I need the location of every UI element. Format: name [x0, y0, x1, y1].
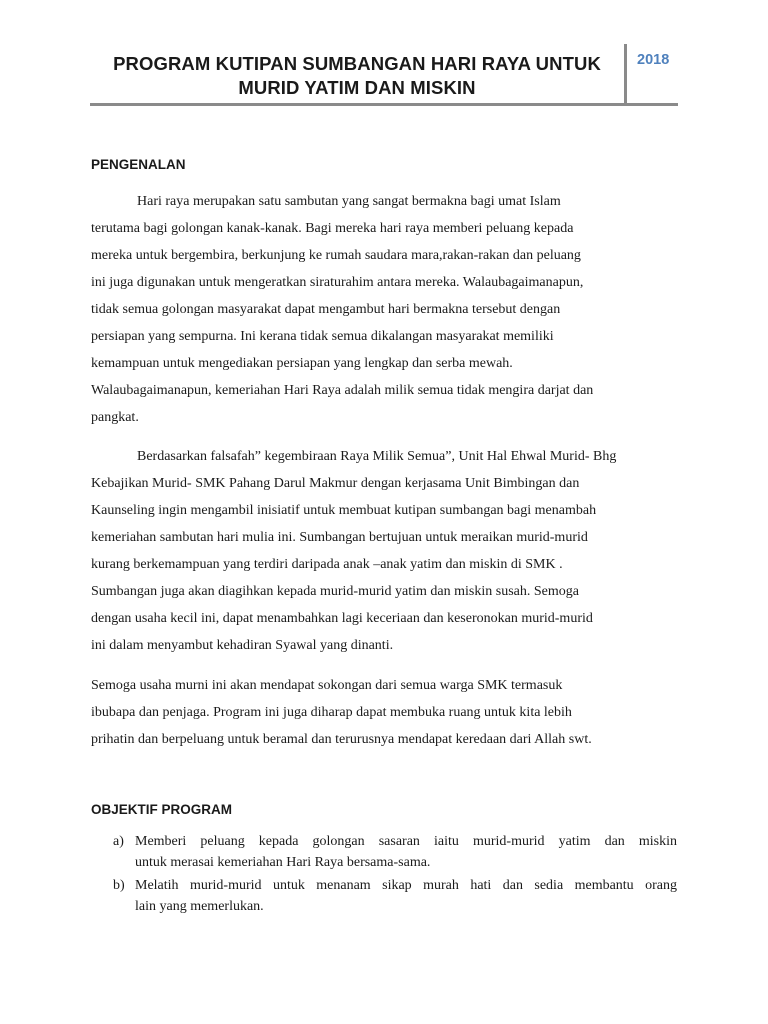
paragraph-line: mereka untuk bergembira, berkunjung ke rumah saudara mara,rakan-rakan dan peluang	[91, 248, 581, 263]
list-item-text: untuk merasai kemeriahan Hari Raya bersama-sama.	[135, 855, 431, 870]
paragraph-line: tidak semua golongan masyarakat dapat mengambut hari bermakna tersebut dengan	[91, 302, 561, 317]
list-item-text: Melatih murid-murid untuk menanam sikap murah hati dan sedia membantu orang	[135, 878, 677, 893]
section-heading-objectives: OBJEKTIF PROGRAM	[91, 802, 233, 817]
paragraph-line: terutama bagi golongan kanak-kanak. Bagi mereka hari raya memberi peluang kepada	[91, 221, 574, 236]
section-heading-intro: PENGENALAN	[91, 157, 186, 172]
list-item	[91, 831, 677, 873]
document-header	[90, 44, 678, 106]
paragraph-line: Walaubagaimanapun, kemeriahan Hari Raya adalah milik semua tidak mengira darjat dan	[91, 383, 594, 398]
paragraph-line: ibubapa dan penjaga. Program ini juga diharap dapat membuka ruang untuk kita lebih	[91, 705, 572, 720]
paragraph-line: persiapan yang sempurna. Ini kerana tidak semua dikalangan masyarakat memiliki	[91, 329, 554, 344]
paragraph-line: ini juga digunakan untuk mengeratkan siraturahim antara mereka. Walaubagaimanapun,	[91, 275, 584, 290]
document-body	[91, 152, 677, 919]
paragraph-3	[91, 672, 677, 753]
paragraph-line: Kebajikan Murid- SMK Pahang Darul Makmur dengan kerjasama Unit Bimbingan dan	[91, 476, 580, 491]
paragraph-line: Semoga usaha murni ini akan mendapat sokongan dari semua warga SMK termasuk	[91, 678, 563, 693]
title-line-1: PROGRAM KUTIPAN SUMBANGAN HARI RAYA UNTUK	[113, 53, 601, 74]
paragraph-line: Hari raya merupakan satu sambutan yang sangat bermakna bagi umat Islam	[137, 194, 561, 209]
title-line-2: MURID YATIM DAN MISKIN	[238, 77, 476, 98]
paragraph-line: kurang berkemampuan yang terdiri daripada anak –anak yatim dan miskin di SMK .	[91, 557, 563, 572]
paragraph-1	[91, 188, 677, 431]
paragraph-line: Sumbangan juga akan diagihkan kepada murid-murid yatim dan miskin susah. Semoga	[91, 584, 579, 599]
objectives-list	[91, 831, 677, 917]
year-label: 2018	[637, 52, 670, 68]
paragraph-line: ini dalam menyambut kehadiran Syawal yang dinanti.	[91, 638, 394, 653]
paragraph-line: kemampuan untuk mengediakan persiapan yang lengkap dan serba mewah.	[91, 356, 513, 371]
paragraph-line: Kaunseling ingin mengambil inisiatif untuk membuat kutipan sumbangan bagi menambah	[91, 503, 597, 518]
paragraph-line: dengan usaha kecil ini, dapat menambahkan lagi keceriaan dan keseronokan murid-murid	[91, 611, 593, 626]
list-item-text: lain yang memerlukan.	[135, 899, 264, 914]
paragraph-line: Berdasarkan falsafah” kegembiraan Raya Milik Semua”, Unit Hal Ehwal Murid- Bhg	[137, 449, 617, 464]
paragraph-line: pangkat.	[91, 410, 139, 425]
paragraph-line: prihatin dan berpeluang untuk beramal dan terurusnya mendapat keredaan dari Allah swt.	[91, 732, 592, 747]
page-title	[90, 52, 624, 100]
list-item-text: Memberi peluang kepada golongan sasaran iaitu murid-murid yatim dan miskin	[135, 834, 677, 849]
paragraph-2	[91, 443, 677, 659]
list-marker: b)	[113, 878, 125, 893]
list-item	[91, 875, 677, 917]
header-horizontal-divider	[90, 103, 678, 106]
header-vertical-divider	[624, 44, 627, 104]
list-marker: a)	[113, 834, 124, 849]
paragraph-line: kemeriahan sambutan hari mulia ini. Sumbangan bertujuan untuk meraikan murid-murid	[91, 530, 588, 545]
